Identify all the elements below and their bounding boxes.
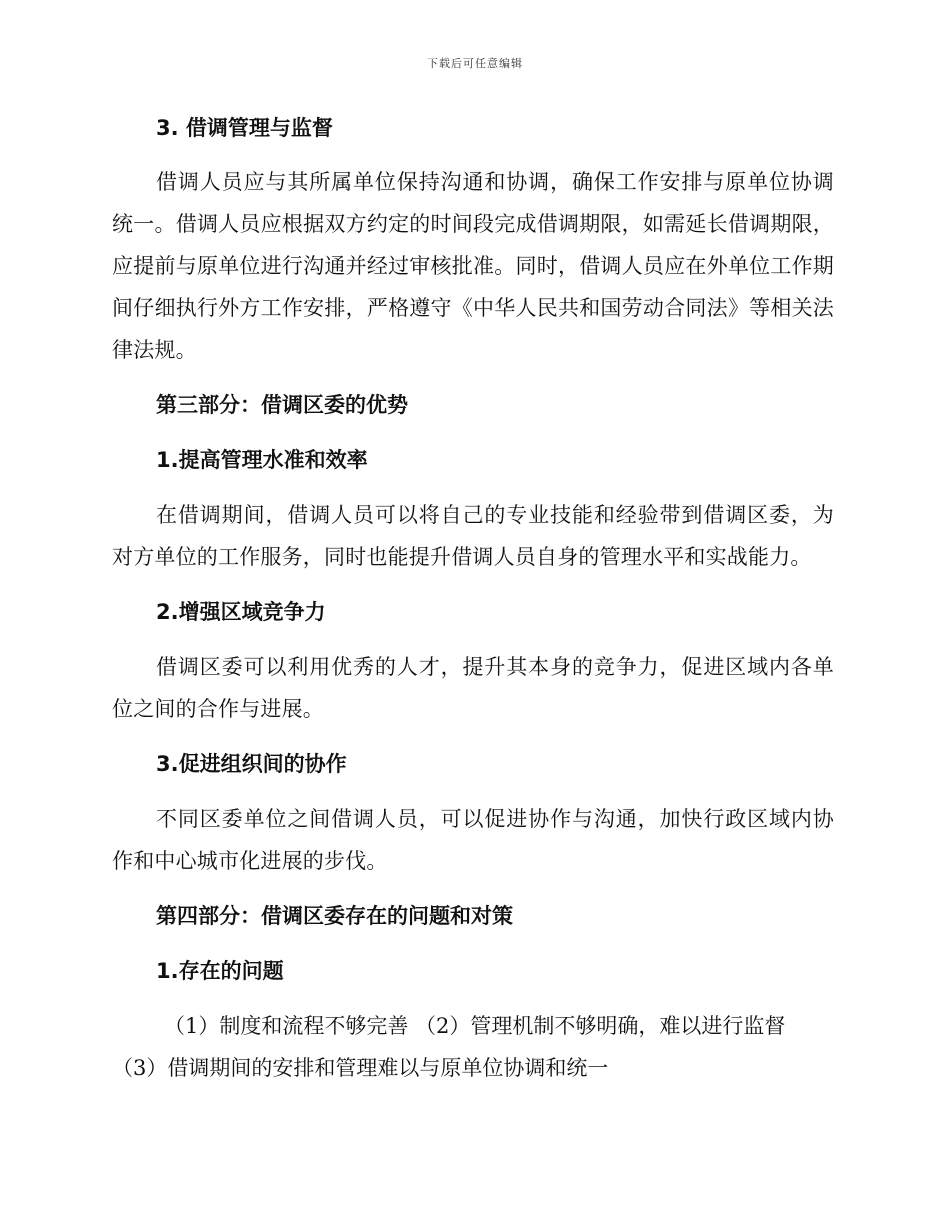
part-three-heading: 第三部分：借调区委的优势 bbox=[156, 393, 408, 417]
paragraph-management: 借调人员应与其所属单位保持沟通和协调，确保工作安排与原单位协调统一。借调人员应根据双方约定的时间段完成借调期限，如需延长借调期限，应提前与原单位进行沟通并经过审核批准。同时，借调人员应在外单位工作期间仔细执行外方工作安排，严格遵守《中华人民共和国劳动合同法》等相关法律法规。 bbox=[112, 170, 834, 362]
part-four-heading: 第四部分：借调区委存在的问题和对策 bbox=[156, 904, 513, 928]
subheading-efficiency: 1.提高管理水准和效率 bbox=[156, 448, 368, 472]
document-body bbox=[112, 107, 834, 1089]
subheading-problems: 1.存在的问题 bbox=[156, 959, 284, 983]
page-header: 下载后可任意编辑 bbox=[427, 57, 523, 70]
subheading-competitiveness: 2.增强区域竞争力 bbox=[156, 600, 326, 624]
paragraph-competitiveness: 借调区委可以利用优秀的人才，提升其本身的竞争力，促进区域内各单位之间的合作与进展。 bbox=[112, 655, 834, 721]
problem-list bbox=[112, 1005, 834, 1089]
subheading-cooperation: 3.促进组织间的协作 bbox=[156, 752, 347, 776]
problem-line-2: （3）借调期间的安排和管理难以与原单位协调和统一 bbox=[112, 1056, 609, 1080]
section-heading-3: 3. 借调管理与监督 bbox=[156, 116, 333, 140]
paragraph-cooperation: 不同区委单位之间借调人员，可以促进协作与沟通，加快行政区域内协作和中心城市化进展的步伐。 bbox=[112, 807, 834, 873]
paragraph-efficiency: 在借调期间，借调人员可以将自己的专业技能和经验带到借调区委，为对方单位的工作服务，同时也能提升借调人员自身的管理水平和实战能力。 bbox=[112, 503, 834, 569]
problem-line-1: （1）制度和流程不够完善 （2）管理机制不够明确，难以进行监督 bbox=[164, 1014, 786, 1038]
